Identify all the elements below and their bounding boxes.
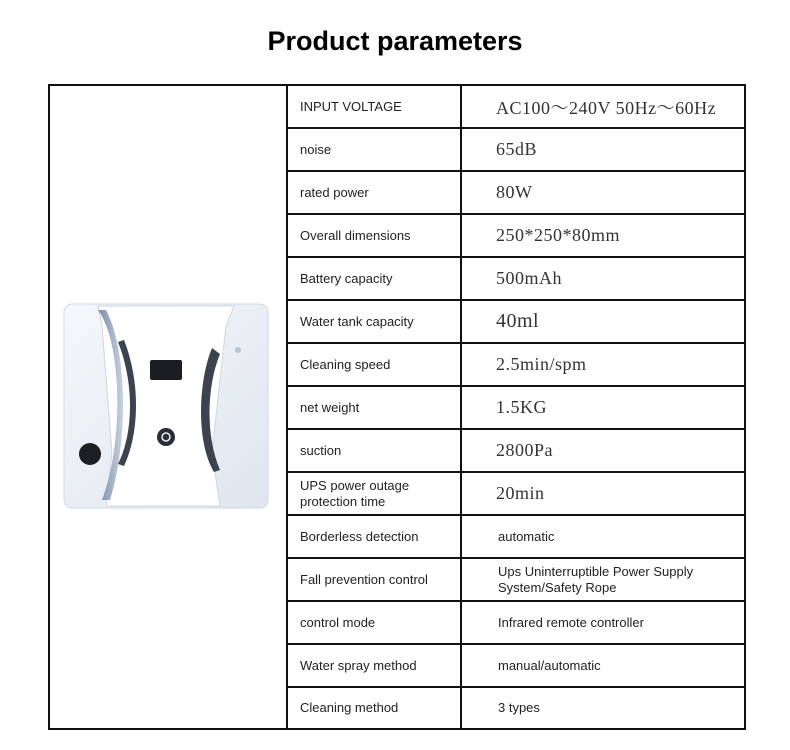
param-value: 1.5KG [496,397,547,417]
param-label: Overall dimensions [300,227,411,243]
param-value: 65dB [496,139,538,159]
window-cleaning-robot-image [62,302,270,510]
param-value: Infrared remote controller [498,614,644,630]
param-label: Water tank capacity [300,313,414,329]
param-label: UPS power outage protection time [300,477,410,509]
param-label: suction [300,442,342,458]
param-label: Borderless detection [300,528,419,544]
param-label: rated power [300,184,369,200]
param-value: 40ml [496,310,540,332]
param-label: Cleaning method [300,700,399,715]
param-value: 2.5min/spm [496,354,587,374]
param-value: 3 types [498,700,540,715]
param-value: AC100～240V 50Hz～60Hz [496,97,717,118]
param-label: noise [300,141,332,157]
param-value: 500mAh [496,268,562,288]
page-title: Product parameters [267,26,523,56]
param-value: automatic [498,528,555,544]
param-value: manual/automatic [498,657,601,673]
param-value: 250*250*80mm [496,225,621,245]
param-value: 20min [496,483,545,503]
param-label: control mode [300,614,376,630]
param-label: Water spray method [300,657,417,673]
param-label: Battery capacity [300,270,393,286]
param-value: Ups Uninterruptible Power Supply System/Safety Rope [498,563,694,595]
param-label: Fall prevention control [300,571,428,587]
param-value: 2800Pa [496,440,553,460]
table-divider [460,84,462,730]
param-label: Cleaning speed [300,356,391,372]
param-value: 80W [496,182,533,202]
param-label: net weight [300,399,360,415]
param-label: INPUT VOLTAGE [300,98,402,114]
table-divider [286,84,288,730]
